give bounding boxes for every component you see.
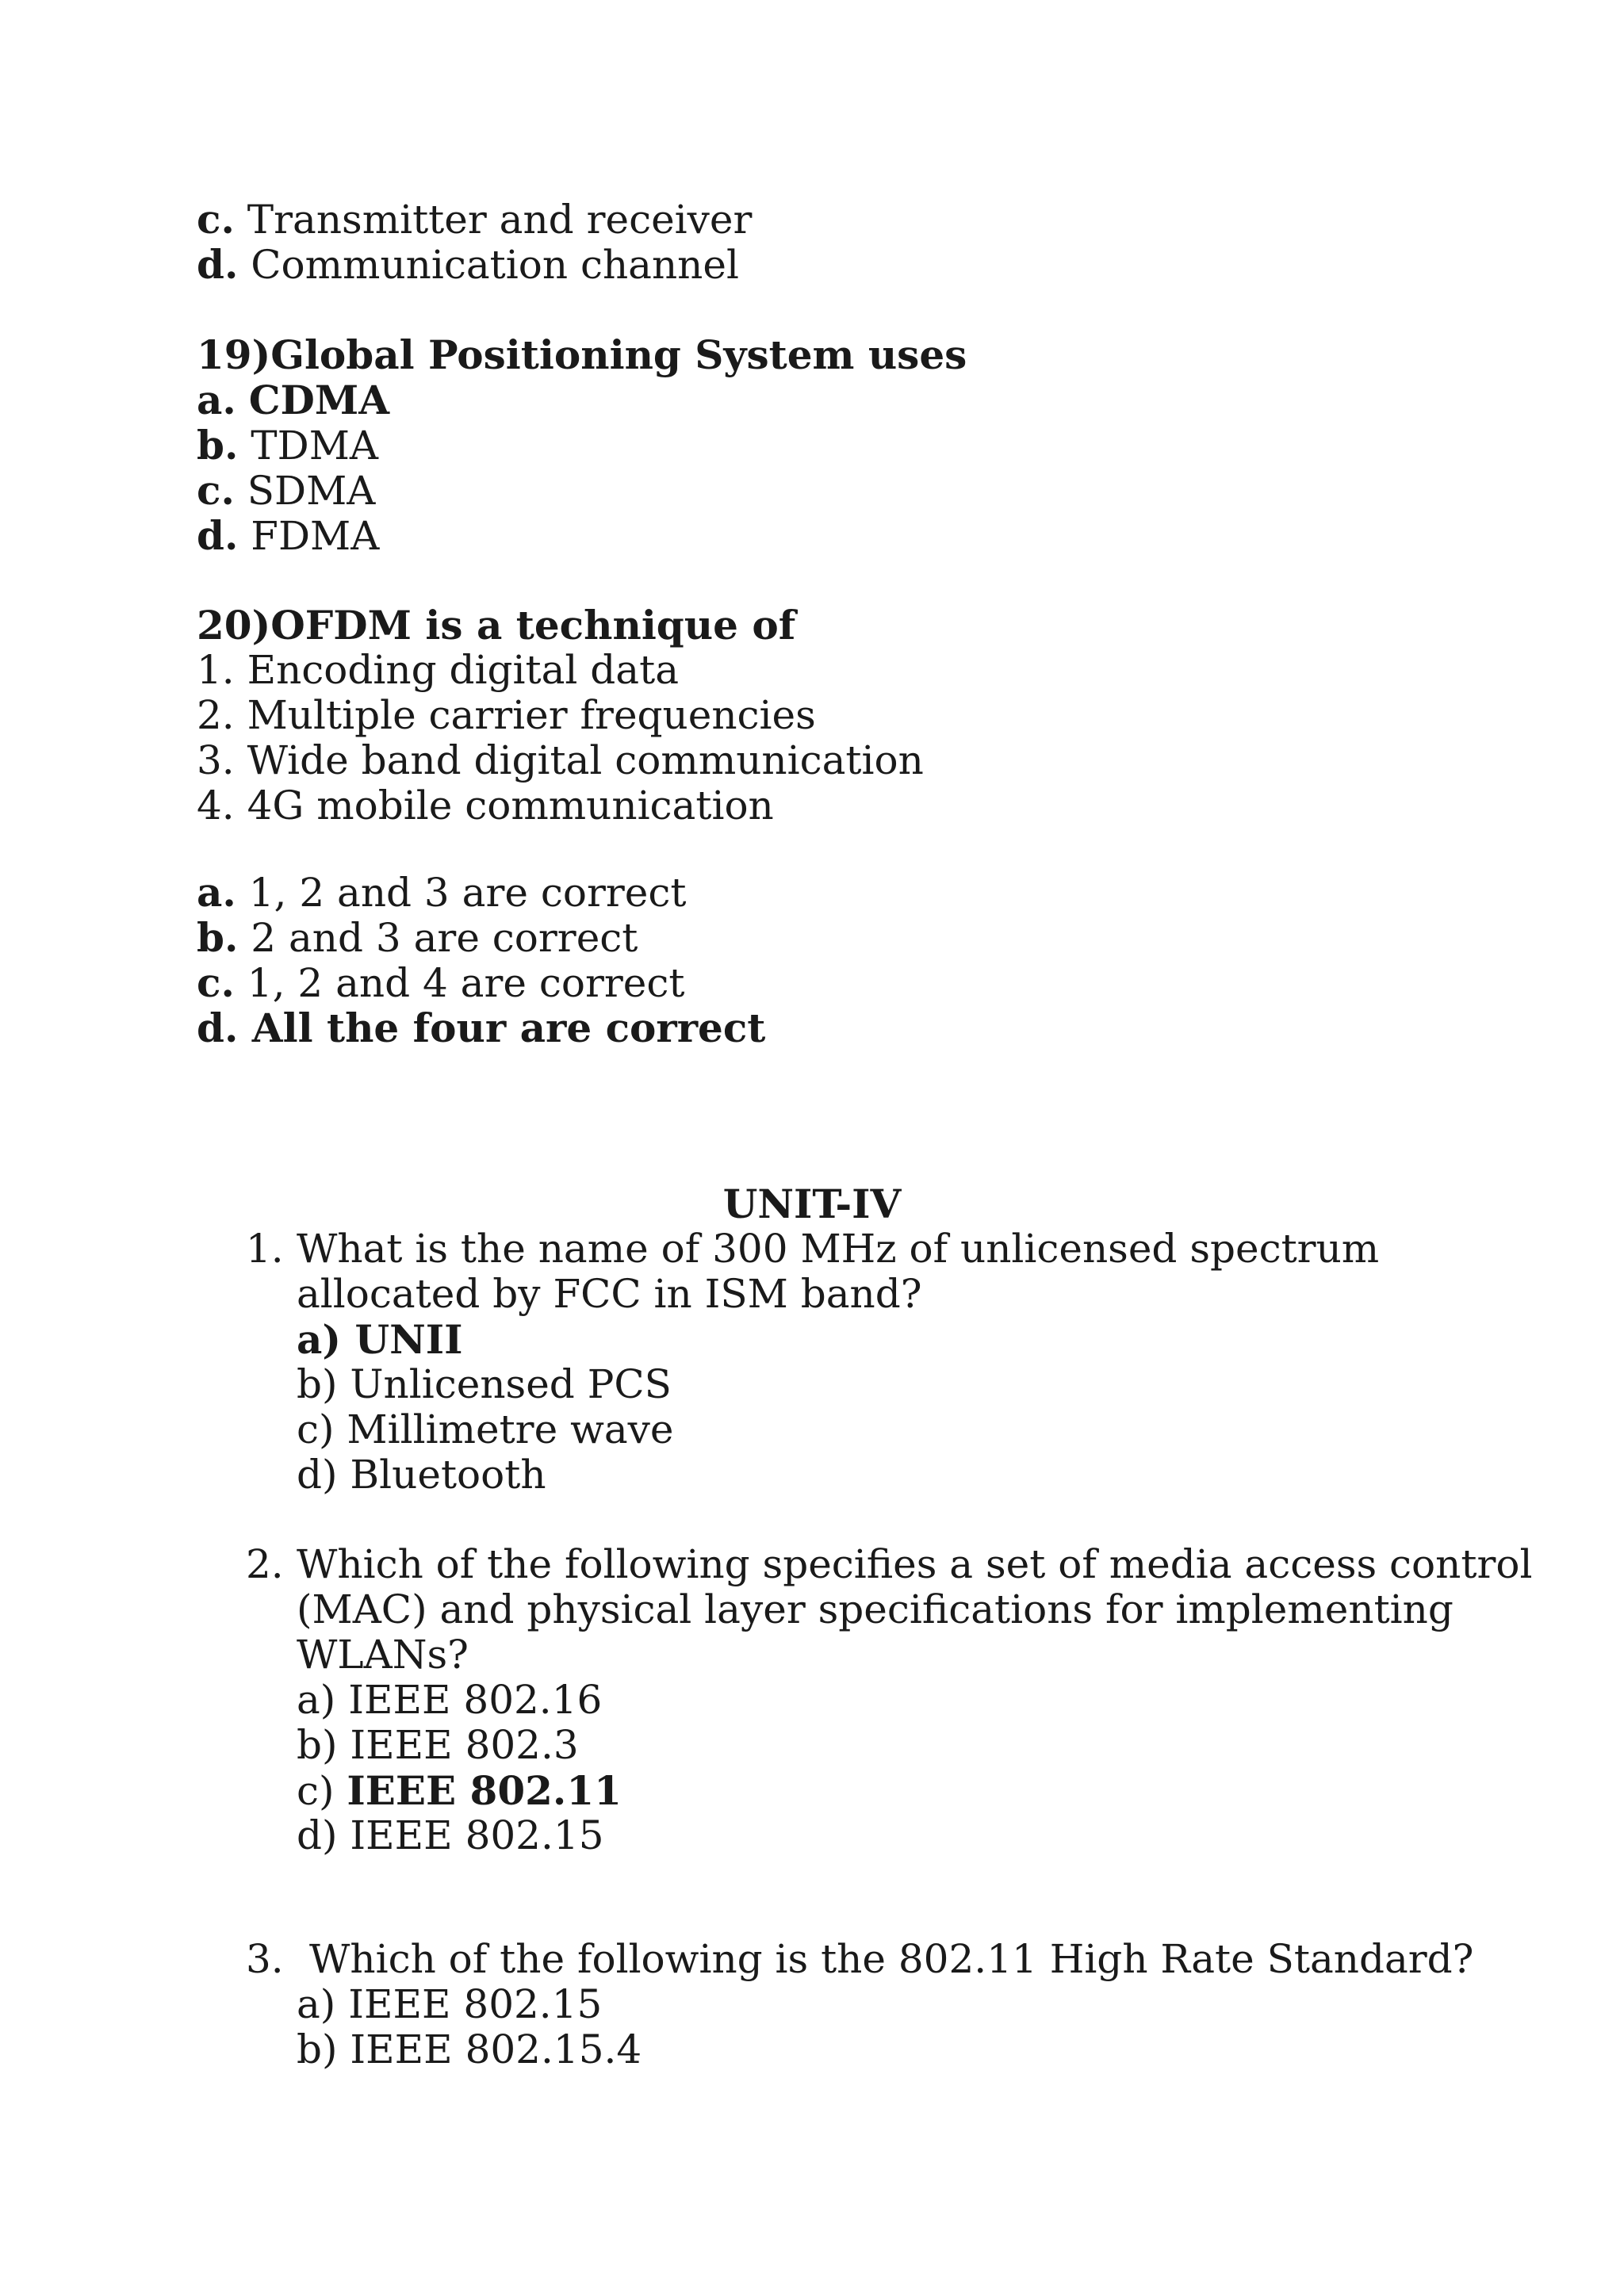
q20-statement: 2. Multiple carrier frequencies <box>197 692 816 738</box>
unit-question-text: Which of the following specifies a set of media access control <box>297 1541 1533 1587</box>
option-label: c) <box>297 1406 335 1452</box>
option-label: d) <box>297 1452 338 1498</box>
option-label: c. <box>197 467 235 514</box>
unit-heading: UNIT-IV <box>722 1181 902 1227</box>
option-text: TDMA <box>251 423 379 469</box>
unit-question-number: 1. <box>246 1226 284 1272</box>
option-label: b) <box>297 2026 338 2072</box>
option-text: Bluetooth <box>350 1452 546 1498</box>
option-text: IEEE 802.15.4 <box>350 2026 642 2072</box>
option-text: 1, 2 and 4 are correct <box>247 960 685 1006</box>
option-label: d. <box>197 512 239 559</box>
option-label: a) <box>297 1316 342 1363</box>
u2-option-b <box>297 1723 579 1768</box>
option-text: Communication channel <box>251 242 739 288</box>
option-c <box>197 197 752 243</box>
u1-option-a <box>297 1317 463 1362</box>
option-label: b) <box>297 1722 338 1768</box>
unit-question-text: WLANs? <box>297 1632 469 1678</box>
u3-option-a <box>297 1982 602 2027</box>
option-text: 1, 2 and 3 are correct <box>248 870 687 916</box>
q19-option-a <box>197 377 389 423</box>
u2-option-a <box>297 1678 602 1723</box>
unit-question-number: 2. <box>246 1541 284 1587</box>
option-text-correct: IEEE 802.11 <box>347 1767 622 1814</box>
option-label: d. <box>197 241 239 288</box>
q20-statement: 4. 4G mobile communication <box>197 783 774 828</box>
option-text: IEEE 802.15 <box>348 1981 603 2027</box>
option-text: IEEE 802.15 <box>350 1812 604 1858</box>
u2-option-c <box>297 1768 622 1814</box>
option-label: c. <box>197 196 235 243</box>
option-text: IEEE 802.3 <box>350 1722 579 1768</box>
option-label: a) <box>297 1981 336 2027</box>
unit-question-text: What is the name of 300 MHz of unlicensed spectrum <box>297 1226 1380 1272</box>
unit-question-text: allocated by FCC in ISM band? <box>297 1271 922 1317</box>
option-label: b) <box>297 1361 338 1407</box>
q19-option-d <box>197 513 379 559</box>
option-text-correct: CDMA <box>248 377 390 423</box>
u1-option-c <box>297 1407 674 1452</box>
option-label: a. <box>197 869 236 916</box>
option-d <box>197 242 739 288</box>
q20-statement: 1. Encoding digital data <box>197 647 680 693</box>
option-text: Transmitter and receiver <box>247 197 753 243</box>
q19-option-c <box>197 468 375 514</box>
u1-option-d <box>297 1452 546 1498</box>
q20-option-d <box>197 1005 765 1050</box>
question-20-title: 20)OFDM is a technique of <box>197 602 796 649</box>
unit-question-text: Which of the following is the 802.11 High Rate Standard? <box>309 1936 1474 1982</box>
option-label: d) <box>297 1812 338 1858</box>
option-label: a) <box>297 1677 336 1723</box>
option-text: SDMA <box>247 468 376 514</box>
q20-statement: 3. Wide band digital communication <box>197 737 924 783</box>
option-text: 2 and 3 are correct <box>251 915 638 961</box>
u3-option-b <box>297 2027 642 2072</box>
option-label: c) <box>297 1768 335 1814</box>
unit-question-text: (MAC) and physical layer specifications for implementing <box>297 1586 1454 1632</box>
q20-option-c <box>197 960 684 1006</box>
q20-option-a <box>197 870 686 916</box>
option-text: IEEE 802.16 <box>348 1677 603 1723</box>
option-label: b. <box>197 914 239 961</box>
option-text: Millimetre wave <box>347 1406 674 1452</box>
option-text: Unlicensed PCS <box>350 1361 672 1407</box>
option-text-correct: UNII <box>354 1316 463 1363</box>
u1-option-b <box>297 1362 672 1407</box>
q20-option-b <box>197 915 638 961</box>
u2-option-d <box>297 1813 604 1858</box>
option-label: d. <box>197 1004 239 1051</box>
option-label: b. <box>197 422 239 469</box>
option-text: FDMA <box>251 513 380 559</box>
q19-option-b <box>197 423 378 469</box>
option-label: a. <box>197 377 236 423</box>
option-text-correct: All the four are correct <box>251 1004 766 1051</box>
option-label: c. <box>197 959 235 1006</box>
unit-question-number: 3. <box>246 1936 284 1982</box>
question-19-title: 19)Global Positioning System uses <box>197 331 967 378</box>
